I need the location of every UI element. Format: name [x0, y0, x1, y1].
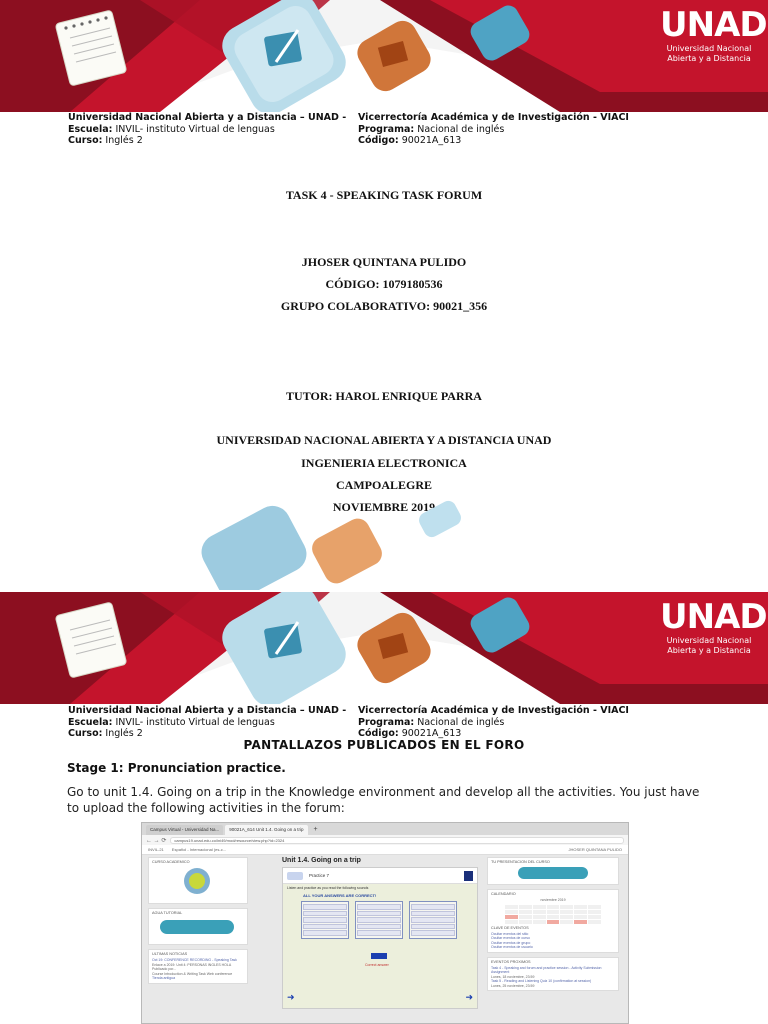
curso-label: Curso:: [68, 728, 103, 739]
all-correct-message: ALL YOUR ANSWERS ARE CORRECT!: [303, 893, 377, 898]
header-left-block: [68, 112, 346, 147]
event-key: Ocultar eventos de usuario: [491, 945, 533, 949]
lms-language: Español - Internacional (es-c...: [171, 847, 227, 852]
task-title: TASK 4 - SPEAKING TASK FORUM: [285, 188, 483, 202]
header-university: Universidad Nacional Abierta y a Distancia – UNAD -: [68, 705, 347, 716]
lms-block: [148, 908, 248, 945]
browser-nav-icons: ← → ⟳: [146, 837, 167, 844]
header-vicerrectoria: Vicerrectoría Académica y de Investigación - VIACI: [358, 112, 629, 123]
news-item: Tienda antigua: [152, 976, 176, 980]
collaborative-group: GRUPO COLABORATIVO: 90021_356: [280, 299, 488, 313]
programa-value: Nacional de inglés: [414, 123, 505, 135]
event-key: Ocultar eventos del sitio: [491, 931, 529, 936]
new-tab-icon: +: [313, 826, 318, 833]
browser-address-bar: [142, 835, 628, 845]
header-banner-art: [0, 0, 768, 112]
stage-title: Stage 1: Pronunciation practice.: [67, 761, 286, 775]
activity-header: [283, 868, 477, 884]
lms-block-title: CURSO ACADEMICO: [152, 860, 190, 864]
answer-column: [301, 901, 349, 939]
programa-label: Programa:: [358, 123, 415, 135]
curso-value: Inglés 2: [102, 135, 143, 146]
news-item: Oct 19: CONFERENCE RECORDING - Speaking Task: [152, 958, 237, 962]
codigo-value: 90021A_613: [398, 135, 462, 146]
lms-block: [487, 857, 619, 885]
event-key: Ocultar eventos de curso: [491, 936, 530, 940]
document-page-2: [0, 592, 768, 1024]
curso-value: Inglés 2: [102, 728, 143, 739]
logo-line-2: Abierta y a Distancia: [667, 646, 751, 655]
institution-name: UNIVERSIDAD NACIONAL ABIERTA Y A DISTANCIA UNAD: [216, 433, 552, 447]
lms-user: JHOSER QUINTANA PULIDO: [568, 847, 622, 852]
forum-screenshot: [141, 822, 629, 1024]
header-vicerrectoria: Vicerrectoría Académica y de Investigación - VIACI: [358, 705, 629, 716]
tutor-name: TUTOR: HAROL ENRIQUE PARRA: [286, 389, 482, 403]
activity-instruction: Listen and practice as you read the following sounds: [287, 886, 369, 890]
escuela-value: INVIL- instituto Virtual de lenguas: [112, 716, 275, 728]
curso-label: Curso:: [68, 135, 103, 146]
lms-block-title: TU PRESENTACION DEL CURSO: [491, 860, 550, 864]
practice-label: Practice 7: [309, 873, 330, 878]
lms-block-title: CALENDARIO: [491, 892, 516, 896]
lms-home: INVIL-21: [148, 847, 164, 852]
logo-mark: UNAD: [660, 5, 767, 45]
lms-block-title: AGUA TUTORIAL: [152, 911, 183, 915]
next-arrow-icon: ➜: [465, 992, 473, 1002]
lms-left-column: [148, 857, 248, 988]
lms-block-title: ULTIMAS NOTICIAS: [152, 952, 188, 956]
programa-value: Nacional de inglés: [414, 716, 505, 728]
header-left-block: [68, 705, 346, 740]
calendar-grid: [491, 903, 615, 926]
browser-url: campus19.unad.edu.co/ini49/mod/resource/view.php?id=2324: [170, 837, 624, 844]
logo-line-1: Universidad Nacional: [666, 636, 752, 645]
answer-column: [409, 901, 457, 939]
header-banner-art: [0, 592, 768, 704]
unad-logo: [660, 5, 767, 64]
lms-center-column: [282, 857, 478, 1009]
unad-logo: [660, 597, 767, 656]
instructions-paragraph: [67, 784, 707, 816]
header-right-block: [358, 705, 629, 740]
upcoming-event: Task 4 - Speaking and forum and practice session - Activity Submission Assignment: [491, 965, 602, 974]
codigo-label: Código:: [358, 728, 399, 739]
codigo-label: Código:: [358, 135, 399, 146]
course-badge-icon: [152, 866, 242, 896]
city-name: CAMPOALEGRE: [336, 478, 432, 492]
browser-tab-active: 90021A_614 Unit 1.4. Going on a trip: [225, 825, 307, 835]
program-name: INGENIERIA ELECTRONICA: [301, 456, 467, 470]
lms-right-column: [487, 857, 619, 995]
codigo-value: 90021A_613: [398, 728, 462, 739]
answer-column: [355, 901, 403, 939]
news-item: Publicado por...: [152, 967, 177, 971]
answer-grid: [283, 899, 477, 941]
student-name: JHOSER QUINTANA PULIDO: [301, 255, 467, 269]
exit-icon: [464, 871, 473, 881]
paragraph-line-1: Go to unit 1.4. Going on a trip in the Knowledge environment and develop all the activities. You just have: [67, 785, 700, 799]
lms-block: [487, 889, 619, 953]
previous-arrow-icon: ➜: [287, 992, 295, 1002]
paragraph-line-2: to upload the following activities in the forum:: [67, 801, 345, 815]
header-university: Universidad Nacional Abierta y a Distancia – UNAD -: [68, 112, 347, 123]
check-button: [371, 953, 387, 959]
course-presentation-banner: [518, 867, 588, 879]
escuela-label: Escuela:: [68, 123, 113, 135]
ell-logo-icon: [287, 871, 303, 881]
activity-panel: [282, 867, 478, 1009]
correct-answer-note: Correct answer: [365, 963, 389, 967]
upcoming-event-date: Lunes, 25 noviembre, 23:59: [491, 983, 535, 988]
lms-block: [487, 957, 619, 992]
browser-tab-bar: [142, 823, 628, 835]
news-item: Enlace a 2019: Unit 4: PERSONAS INGLES HOLA: [152, 962, 232, 967]
lms-top-bar: [142, 845, 628, 855]
logo-line-2: Abierta y a Distancia: [667, 54, 751, 63]
escuela-value: INVIL- instituto Virtual de lenguas: [112, 123, 275, 135]
footer-decoration: [0, 500, 768, 590]
programa-label: Programa:: [358, 716, 415, 728]
logo-mark: UNAD: [660, 597, 767, 637]
cover-date: NOVIEMBRE 2019: [332, 500, 436, 514]
lms-block-title: EVENTOS PROXIMOS: [491, 959, 531, 964]
unit-title: Unit 1.4. Going on a trip: [282, 857, 361, 864]
browser-tab: Campus Virtual - Universidad Na...: [146, 825, 223, 835]
tutorial-banner-icon: [152, 917, 242, 937]
header-right-block: [358, 112, 629, 147]
section-title: PANTALLAZOS PUBLICADOS EN EL FORO: [243, 738, 525, 752]
event-key: Ocultar eventos de grupo: [491, 940, 531, 945]
lms-block-title: CLAVE DE EVENTOS: [491, 925, 529, 930]
student-code: CÓDIGO: 1079180536: [325, 277, 443, 291]
lms-block: [148, 857, 248, 904]
news-item: Course Introduction & Writing Task Web conference: [152, 971, 233, 976]
logo-line-1: Universidad Nacional: [666, 44, 752, 53]
calendar-month: noviembre 2019: [540, 898, 566, 902]
lms-block: [148, 949, 248, 984]
upcoming-event-date: Lunes, 18 noviembre, 23:59: [491, 974, 535, 979]
upcoming-event: Task 5 - Reading and Listening Quiz 10 (confirmation at session): [491, 979, 592, 983]
escuela-label: Escuela:: [68, 716, 113, 728]
